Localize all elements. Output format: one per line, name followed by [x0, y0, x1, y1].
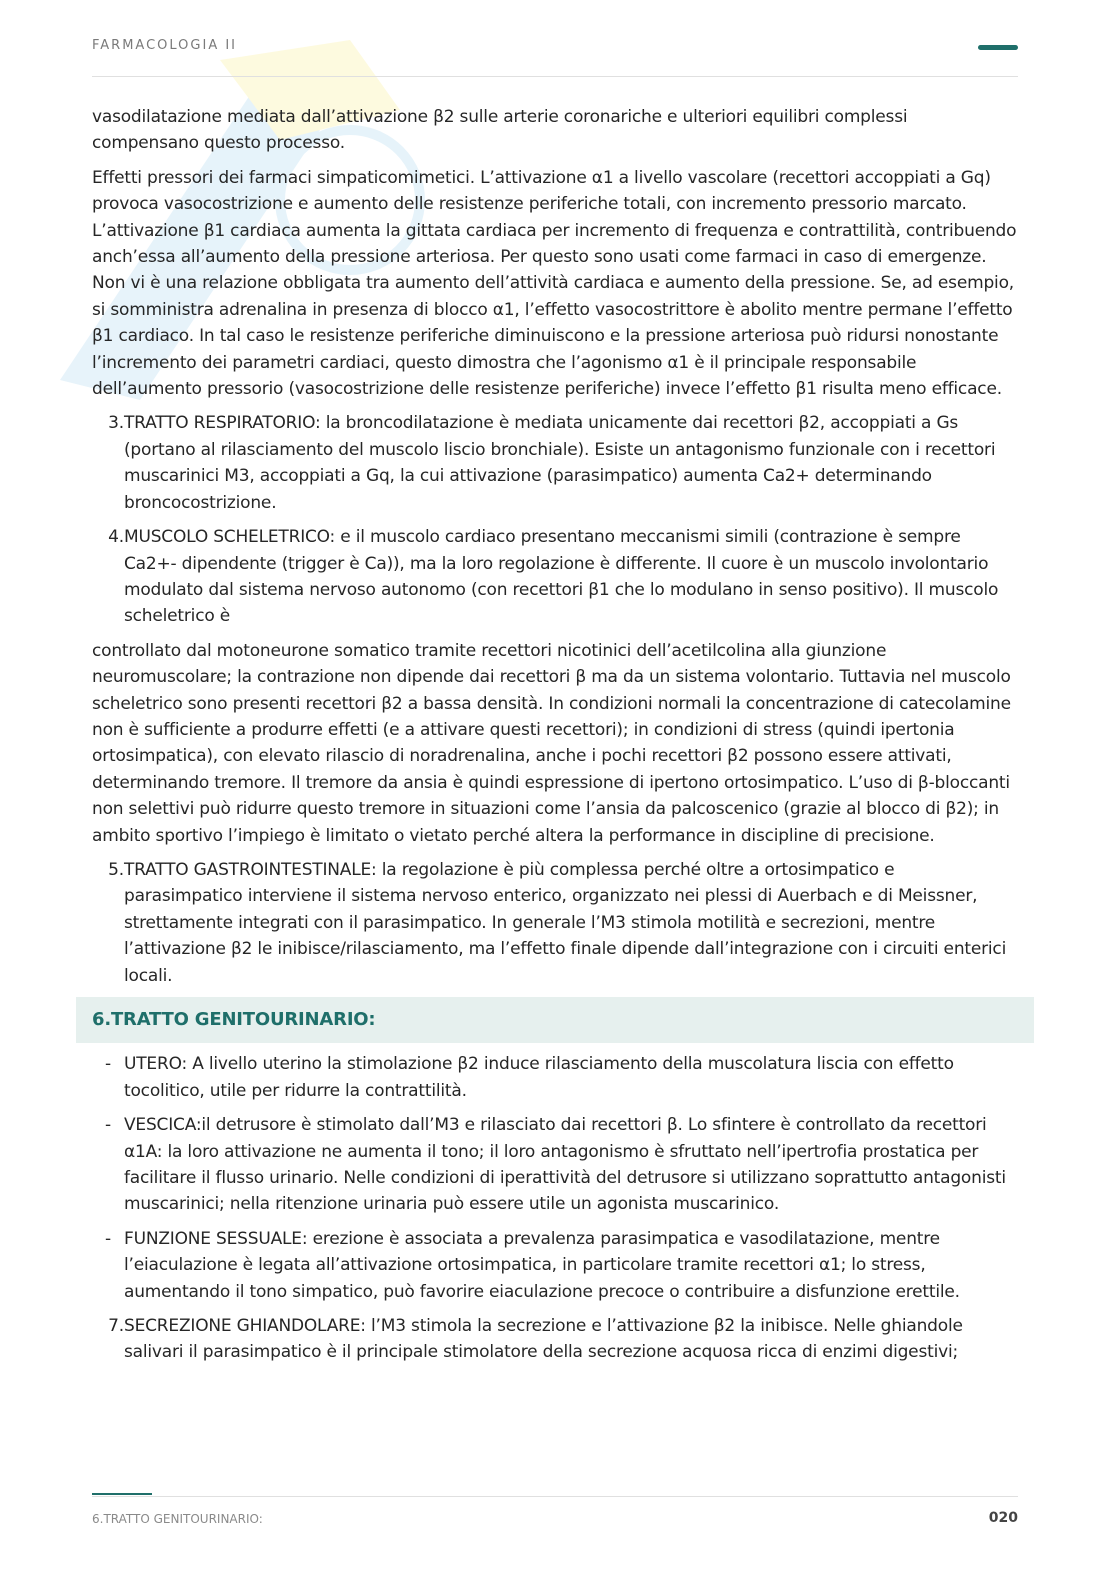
section-heading: 6.TRATTO GENITOURINARIO:: [76, 997, 1034, 1043]
bullet: -: [105, 1115, 111, 1136]
footer-divider: [92, 1496, 1018, 1497]
list-text: TRATTO RESPIRATORIO: la broncodilatazione è mediata unicamente dai recettori β2, accoppiati a Gs (portano al rilasciamento del muscolo liscio bronchiale). Esiste un antagonismo funzionale con i recettori muscarinici M3, accoppiati a Gq, la cui attivazione (parasimpatico) aumenta Ca2+ determinando broncocostrizione.: [124, 413, 996, 513]
sub-item-utero: [92, 1051, 1018, 1104]
paragraph: controllato dal motoneurone somatico tramite recettori nicotinici dell’acetilcolina alla giunzione neuromuscolare; la contrazione non dipende dai recettori β ma da un sistema volontario. Tuttavia nel muscolo scheletrico sono presenti recettori β2 a bassa densità. In condizioni normali la concentrazione di catecolamine non è sufficiente a produrre effetti (e a attivare questi recettori); in condizioni di stress (quindi ipertonia ortosimpatica), con elevato rilascio di noradrenalina, anche i pochi recettori β2 possono essere attivati, determinando tremore. Il tremore da ansia è quindi espressione di ipertono ortosimpatico. L’uso di β-bloccanti non selettivi può ridurre questo tremore in situazioni come l’ansia da palcoscenico (grazie al blocco di β2); in ambito sportivo l’impiego è limitato o vietato perché altera la performance in discipline di precisione.: [92, 640, 1011, 846]
list-text: SECREZIONE GHIANDOLARE: l’M3 stimola la secrezione e l’attivazione β2 la inibisce. Nelle ghiandole salivari il parasimpatico è il principale stimolatore della secrezione acquosa ricca di enzimi digestivi;: [124, 1316, 963, 1363]
list-item-scheletrico: [92, 524, 1018, 630]
list-number: 5.: [108, 859, 124, 880]
list-item-respiratorio: [92, 410, 1018, 516]
page-number: 020: [988, 1510, 1018, 1526]
list-item-secrezione: [92, 1313, 1018, 1366]
paragraph: vasodilatazione mediata dall’attivazione β2 sulle arterie coronariche e ulteriori equilibri complessi compensano questo processo.: [92, 107, 908, 154]
list-text: MUSCOLO SCHELETRICO: e il muscolo cardiaco presentano meccanismi simili (contrazione è sempre Ca2+- dipendente (trigger è Ca)), ma la loro regolazione è differente. Il cuore è un muscolo involontario modulato dal sistema nervoso autonomo (con recettori β1 che lo modulano in senso positivo). Il muscolo scheletrico è: [124, 527, 999, 627]
header-accent-bar: [978, 45, 1018, 50]
list-text: TRATTO GASTROINTESTINALE: la regolazione è più complessa perché oltre a ortosimpatico e parasimpatico interviene il sistema nervoso enterico, organizzato nei plessi di Auerbach e di Meissner, strettamente integrati con il parasimpatico. In generale l’M3 stimola motilità e secrezioni, mentre l’attivazione β2 le inibisce/rilasciamento, ma l’effetto finale dipende dall’integrazione con i circuiti enterici locali.: [124, 859, 1007, 986]
bullet: -: [105, 1228, 111, 1249]
bullet: -: [105, 1054, 111, 1075]
page-content: [92, 104, 1018, 1374]
header-divider: [92, 76, 1018, 77]
sub-item-text: FUNZIONE SESSUALE: erezione è associata a prevalenza parasimpatica e vasodilatazione, mentre l’eiaculazione è legata all’attivazione ortosimpatica, in particolare tramite recettori α1; lo stress, aumentando il tono simpatico, può favorire eiaculazione precoce o contribuire a disfunzione erettile.: [124, 1228, 960, 1302]
list-number: 3.: [108, 413, 124, 434]
footer-accent-bar: [92, 1493, 152, 1495]
sub-item-vescica: [92, 1112, 1018, 1218]
footer-section-label: 6.TRATTO GENITOURINARIO:: [92, 1512, 263, 1526]
sub-item-text: VESCICA:il detrusore è stimolato dall’M3 e rilasciato dai recettori β. Lo sfintere è controllato da recettori α1A: la loro attivazione ne aumenta il tono; il loro antagonismo è sfruttato nell’ipertrofia prostatica per facilitare il flusso urinario. Nelle condizioni di iperattività del detrusore si utilizzano soprattutto antagonisti muscarinici; nella ritenzione urinaria può essere utile un agonista muscarinico.: [124, 1115, 1006, 1215]
sub-item-funzione-sessuale: [92, 1226, 1018, 1305]
paragraph: Effetti pressori dei farmaci simpaticomimetici. L’attivazione α1 a livello vascolare (recettori accoppiati a Gq) provoca vasocostrizione e aumento delle resistenze periferiche totali, con incremento pressorio marcato. L’attivazione β1 cardiaca aumenta la gittata cardiaca per incremento di frequenza e contrattilità, contribuendo anch’essa all’aumento della pressione arteriosa. Per questo sono usati come farmaci in caso di emergenze. Non vi è una relazione obbligata tra aumento dell’attività cardiaca e aumento della pressione. Se, ad esempio, si somministra adrenalina in presenza di blocco α1, l’effetto vasocostrittore è abolito mentre permane l’effetto β1 cardiaco. In tal caso le resistenze periferiche diminuiscono e la pressione arteriosa può ridursi nonostante l’incremento dei parametri cardiaci, questo dimostra che l’agonismo α1 è il principale responsabile dell’aumento pressorio (vasocostrizione delle resistenze periferiche) invece l’effetto β1 risulta meno efficace.: [92, 167, 1017, 400]
list-item-gastrointestinale: [92, 857, 1018, 989]
list-number: 4.: [108, 527, 124, 548]
sub-item-text: UTERO: A livello uterino la stimolazione β2 induce rilasciamento della muscolatura liscia con effetto tocolitico, utile per ridurre la contrattilità.: [124, 1054, 954, 1101]
list-number: 7.: [108, 1316, 124, 1337]
header-title: FARMACOLOGIA II: [92, 38, 238, 53]
